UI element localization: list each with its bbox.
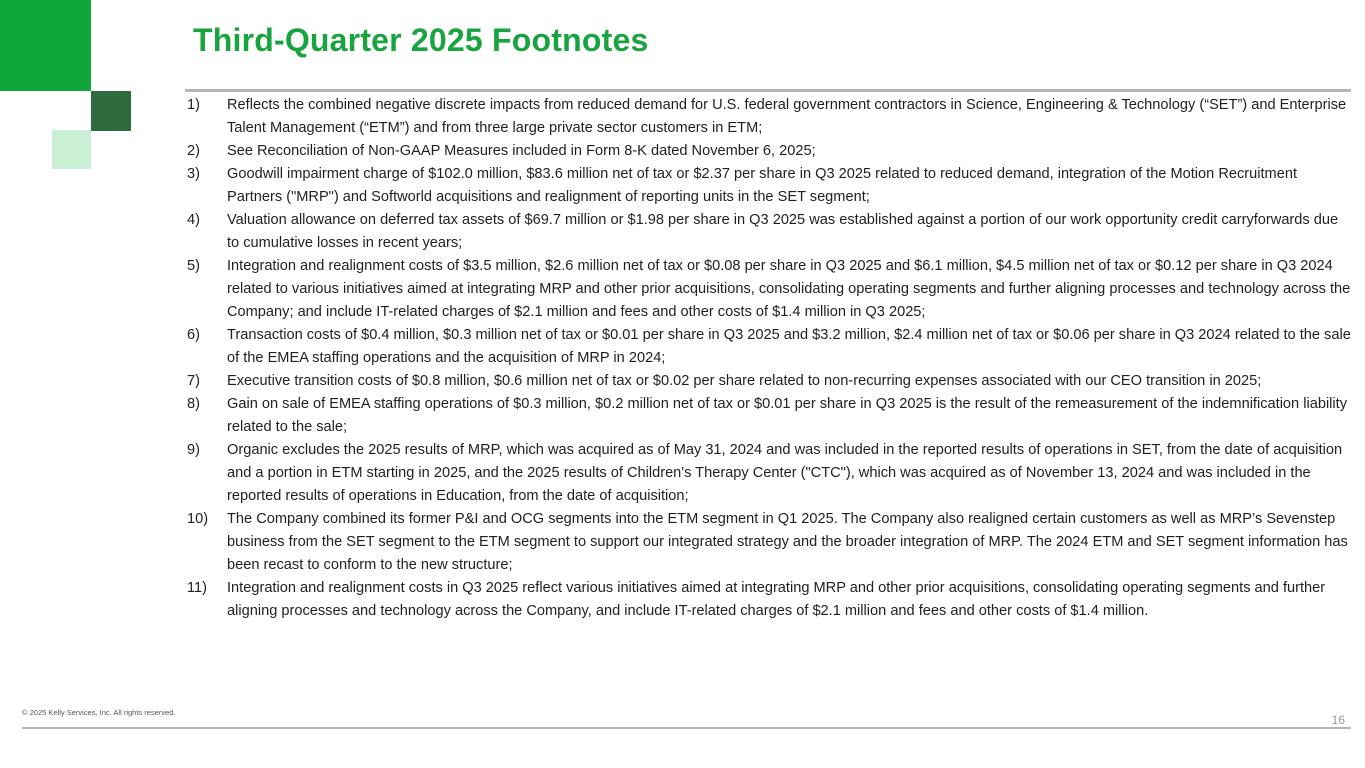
footnote-item [187, 508, 1351, 577]
footnote-text: Transaction costs of $0.4 million, $0.3 million net of tax or $0.01 per share in Q3 2025 and $3.2 million, $2.4 million net of tax or $0.06 per share in Q3 2024 related to the sale of the EMEA staffing operations and the acquisition of MRP in 2024; [227, 327, 1351, 366]
footnote-item [187, 439, 1351, 508]
decor-dark-green-square [91, 91, 131, 131]
footer-divider [22, 727, 1351, 729]
footnote-number: 3) [187, 166, 200, 182]
footnote-text: See Reconciliation of Non-GAAP Measures included in Form 8-K dated November 6, 2025; [227, 143, 816, 159]
footnote-text: Reflects the combined negative discrete impacts from reduced demand for U.S. federal government contractors in Science, Engineering & Technology (“SET”) and Enterprise Talent Management (“ETM”) and from three large private sector customers in ETM; [227, 97, 1347, 136]
footnote-text: Valuation allowance on deferred tax assets of $69.7 million or $1.98 per share in Q3 2025 was established against a portion of our work opportunity credit carryforwards due to cumulative losses in recent years; [227, 212, 1339, 251]
footnote-number: 4) [187, 212, 200, 228]
footnote-text: Integration and realignment costs in Q3 2025 reflect various initiatives aimed at integrating MRP and other prior acquisitions, consolidating operating segments and further aligning processes and technology across the Company, and include IT-related charges of $2.1 million and fees and other costs of $1.4 million. [227, 580, 1326, 619]
footnote-text: Organic excludes the 2025 results of MRP, which was acquired as of May 31, 2024 and was included in the reported results of operations in SET, from the date of acquisition and a portion in ETM starting in 2025, and the 2025 results of Children's Therapy Center ("CTC"), which was acquired as of November 13, 2024 and was included in the reported results of operations in Education, from the date of acquisition; [227, 442, 1343, 504]
footnote-item [187, 163, 1351, 209]
footnote-list [187, 94, 1351, 623]
footnote-text: The Company combined its former P&I and OCG segments into the ETM segment in Q1 2025. The Company also realigned certain customers as well as MRP’s Sevenstep business from the SET segment to the ETM segment to support our integrated strategy and the broader integration of MRP. The 2024 ETM and SET segment information has been recast to conform to the new structure; [227, 511, 1348, 573]
page-title: Third-Quarter 2025 Footnotes [193, 22, 649, 58]
footnote-text: Gain on sale of EMEA staffing operations of $0.3 million, $0.2 million net of tax or $0.01 per share in Q3 2025 is the result of the remeasurement of the indemnification liability related to the sale; [227, 396, 1348, 435]
page-number: 16 [1331, 713, 1345, 727]
footnote-item [187, 255, 1351, 324]
footnote-number: 5) [187, 258, 200, 274]
footnote-item [187, 577, 1351, 623]
footnote-number: 8) [187, 396, 200, 412]
copyright-notice: © 2025 Kelly Services, Inc. All rights reserved. [22, 708, 176, 717]
footnote-number: 10) [187, 511, 209, 527]
footnote-item [187, 370, 1351, 393]
footnote-item [187, 393, 1351, 439]
footnote-text: Integration and realignment costs of $3.5 million, $2.6 million net of tax or $0.08 per share in Q3 2025 and $6.1 million, $4.5 million net of tax or $0.12 per share in Q3 2024 related to various initiatives aimed at integrating MRP and other prior acquisitions, consolidating operating segments and further aligning processes and technology across the Company; and include IT-related charges of $2.1 million and fees and other costs of $1.4 million in Q3 2025; [227, 258, 1351, 320]
footnote-number: 6) [187, 327, 200, 343]
decor-light-green-square [52, 130, 91, 169]
footnote-number: 7) [187, 373, 200, 389]
footnote-text: Goodwill impairment charge of $102.0 million, $83.6 million net of tax or $2.37 per share in Q3 2025 related to reduced demand, integration of the Motion Recruitment Partners ("MRP") and Softworld acquisitions and realignment of reporting units in the SET segment; [227, 166, 1298, 205]
footnote-number: 2) [187, 143, 200, 159]
footnote-number: 11) [187, 580, 208, 596]
footnote-item [187, 94, 1351, 140]
footnote-item [187, 324, 1351, 370]
footnote-item [187, 209, 1351, 255]
decor-green-square [0, 0, 91, 91]
footnote-number: 1) [187, 97, 200, 113]
title-divider [185, 89, 1351, 92]
footnote-text: Executive transition costs of $0.8 million, $0.6 million net of tax or $0.02 per share related to non-recurring expenses associated with our CEO transition in 2025; [227, 373, 1262, 389]
footnote-item [187, 140, 1351, 163]
footnote-number: 9) [187, 442, 200, 458]
